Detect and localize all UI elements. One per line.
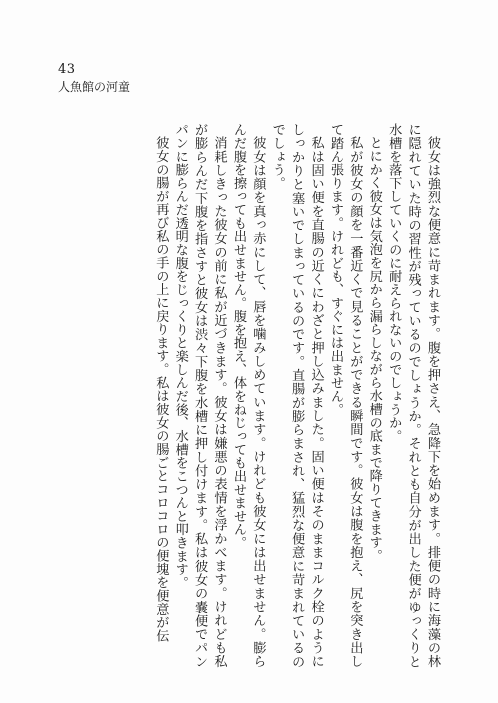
book-title: 人魚館の河童	[58, 80, 131, 94]
paragraph-4: 私は固い便を直腸の近くにわざと押し込みました。固い便はそのままコルク栓のようにしっかりと塞いでしまっているのです。直腸が膨らまされ、猛烈な便意に苛まれているのでしょう。	[269, 123, 324, 668]
page-number: 43	[58, 62, 76, 77]
paragraph-6: 消耗しきった彼女の前に私が近づきます。彼女は嫌悪の表情を浮かべます。けれども私が膨らんだ下腹を指さすと彼女は渋々下腹を水槽に押し付けます。私は彼女の嚢便でパンパンに膨らんだ透明な腹をじっくりと楽しんだ後、水槽をこつんと叩きます。	[172, 123, 227, 668]
page-header	[58, 62, 130, 95]
paragraph-5: 彼女は顔を真っ赤にして、唇を噛みしめています。けれども彼女には出せません。膨らんだ腹を擦っても出せません。腹を抱え、体をねじっても出せません。	[230, 123, 266, 668]
paragraph-2: とにかく彼女は気泡を尻から漏らしながら水槽の底まで降りてきます。	[366, 136, 382, 563]
vertical-body-text	[112, 123, 442, 668]
paragraph-1: 彼女は強烈な便意に苛まれます。腹を押さえ、急降下を始めます。排便の時に海藻の林に隠れていた時の習性が残っているのでしょうか。それとも自分が出した便がゆっくりと水槽を落下していくのに耐えられないのでしょうか。	[386, 123, 440, 668]
paragraph-3: 私が彼女の顔を一番近くで見ることができる瞬間です。彼女は腹を抱え、尻を突き出して踏ん張ります。けれども、すぐには出ません。	[327, 123, 363, 668]
paragraph-7: 彼女の腸が再び私の手の上に戻ります。私は彼女の腸ごとコロコロの便塊を便意が伝	[153, 136, 169, 643]
